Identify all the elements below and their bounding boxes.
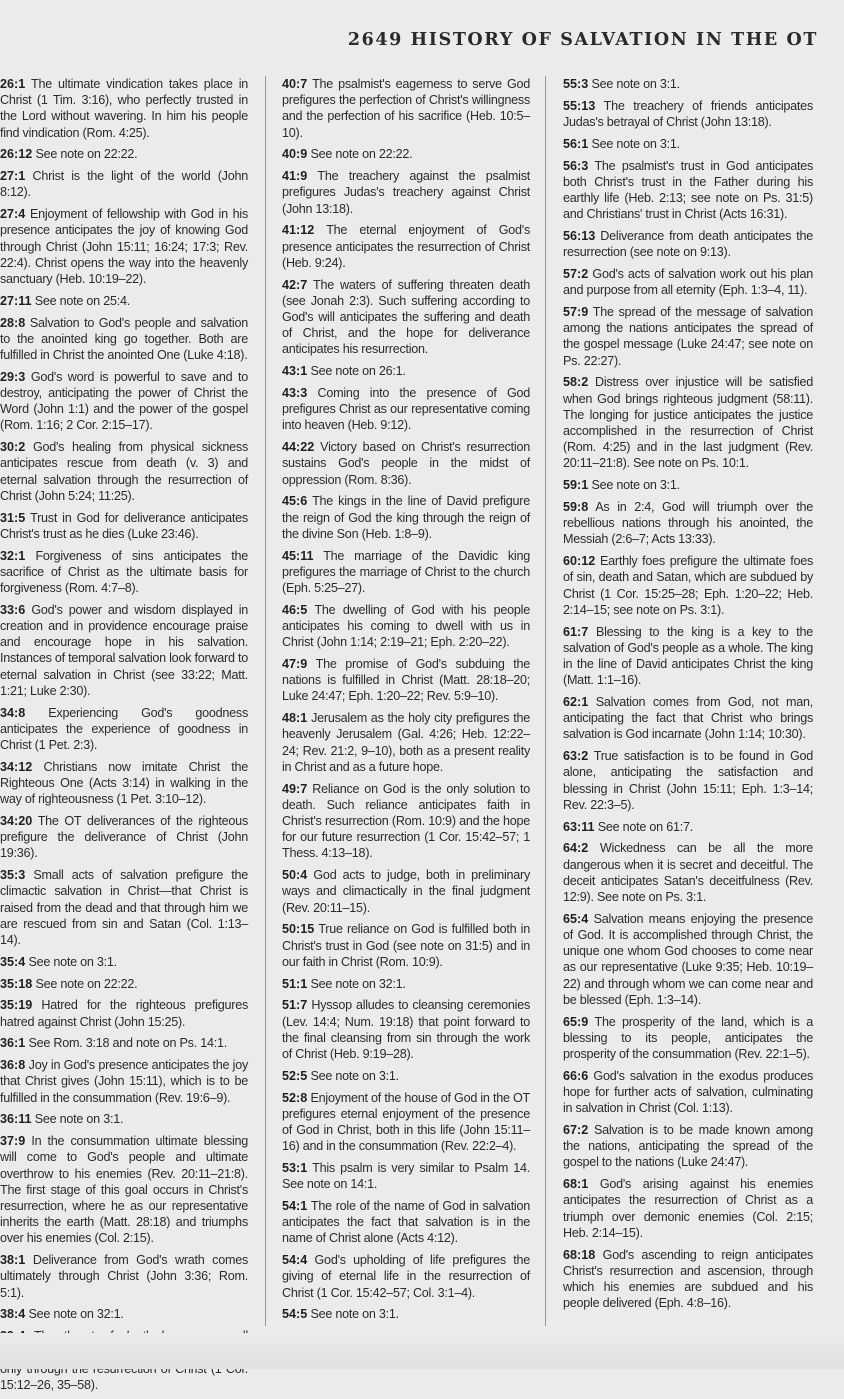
verse-reference: 47:9 — [282, 657, 308, 672]
note-text: The ultimate vindication takes place in Christ (1 Tim. 3:16), who perfectly trusted in the Lord without wavering. In him his people find vindication (Rom. 4:25). — [0, 77, 248, 140]
note-text: Christ is the light of the world (John 8:12). — [0, 169, 248, 200]
note-text: God's ascending to reign anticipates Christ's resurrection and ascension, through which his enemies are subdued and his people delivered (Eph. 4:8–16). — [563, 1247, 814, 1311]
running-header — [348, 30, 818, 50]
verse-reference: 29:3 — [0, 369, 26, 384]
verse-reference: 64:2 — [563, 841, 589, 856]
study-note — [282, 76, 530, 141]
study-note — [0, 206, 248, 287]
note-text: See note on 3:1. — [310, 1307, 399, 1322]
study-note — [0, 976, 248, 992]
verse-reference: 62:1 — [563, 695, 589, 710]
note-text: Hyssop alludes to cleansing ceremonies (Lev. 14:4; Num. 19:18) that point forward to the final cleansing from sin through the work of Christ (Heb. 9:19–28). — [282, 998, 531, 1062]
study-note — [282, 997, 530, 1062]
note-text: God's upholding of life prefigures the giving of eternal life in the resurrection of Christ (1 Cor. 15:42–57; Col. 3:1–4). — [282, 1253, 530, 1300]
study-note — [563, 1176, 813, 1241]
verse-reference: 57:9 — [563, 305, 589, 319]
study-note — [0, 315, 248, 364]
study-note — [282, 921, 530, 970]
verse-reference: 59:1 — [563, 478, 589, 493]
note-text: 15:12–26, 35–58). — [0, 1377, 98, 1392]
verse-reference: 56:13 — [563, 229, 596, 243]
study-note — [282, 1160, 530, 1192]
note-text: See note on 22:22. — [35, 147, 138, 162]
note-text: Salvation comes from God, not man, anticipating the fact that Christ who brings salvation is God incarnate (John 1:14; 10:30). — [563, 695, 814, 742]
note-text: See note on 22:22. — [35, 976, 138, 991]
study-note — [563, 477, 813, 493]
verse-reference: 58:2 — [563, 375, 589, 390]
column-divider — [545, 76, 546, 1326]
note-text: Distress over injustice will be satisfied when God brings righteous judgment (58:11). The longing for justice anticipates the justice accomplished in the resurrection of Christ (Rom. 4:25) and in the last judgment (Rev. 20:11–21:8). See note on Ps. 10:1. — [563, 375, 814, 471]
column-divider — [265, 76, 266, 1326]
note-text: Joy in God's presence anticipates the joy that Christ gives (John 15:11), which is to be fulfilled in the consummation (Rev. 19:6–9). — [0, 1058, 248, 1105]
note-text: See note on 3:1. — [34, 1112, 124, 1127]
note-text: See note on 25:4. — [34, 293, 130, 308]
note-text: Small acts of salvation prefigure the climactic salvation in Christ—that Christ is raised from the dead and that through him we are rescued from sin and Satan (Col. 1:13–14). — [0, 868, 248, 948]
note-text: The spread of the message of salvation among the nations anticipates the spread of the gospel message (Luke 24:47; see note on Ps. 22:27). — [563, 305, 813, 368]
note-text: The waters of suffering threaten death (see Jonah 2:3). Such suffering according to God's will anticipates the suffering and death of Christ, and the hope for deliverance anticipates his resurrection. — [282, 277, 531, 357]
study-note — [0, 997, 248, 1029]
verse-reference: 34:20 — [0, 814, 33, 829]
verse-reference: 59:8 — [563, 500, 589, 515]
note-text: Hatred for the righteous prefigures hatred against Christ (John 15:25). — [0, 998, 249, 1029]
verse-reference: 52:5 — [282, 1068, 308, 1083]
study-note — [563, 76, 813, 92]
study-note — [0, 548, 248, 597]
note-text: See note on 61:7. — [597, 819, 693, 834]
study-note — [282, 656, 530, 705]
verse-reference: 54:5 — [282, 1307, 308, 1322]
note-text: Enjoyment of fellowship with God in his presence anticipates the joy of knowing God through Christ (John 15:11; 16:24; 17:3; Rev. 22:4). Christ opens the way into the heavenly sanctuary (Heb. 10:19–22). — [0, 207, 249, 287]
verse-reference: 36:8 — [0, 1058, 26, 1073]
study-note — [563, 624, 813, 689]
note-text: The promise of God's subduing the nations is fulfilled in Christ (Matt. 28:18–20; Luke 24:47; Eph. 1:20–22; Rev. 5:9–10). — [282, 657, 530, 704]
study-note — [563, 304, 813, 369]
verse-reference: 45:11 — [282, 548, 314, 563]
note-text: The kings in the line of David prefigure the reign of God the king through the reign of the divine Son (Heb. 1:8–9). — [282, 494, 530, 541]
study-note — [282, 363, 530, 379]
verse-reference: 68:1 — [563, 1177, 589, 1192]
verse-reference: 27:4 — [0, 207, 26, 222]
note-text: True reliance on God is fulfilled both in Christ's trust in God (see note on 31:5) and in our faith in Christ (Rom. 10:9). — [282, 922, 530, 969]
verse-reference: 44:22 — [282, 440, 315, 455]
study-note — [0, 705, 248, 754]
note-text: The OT deliverances of the righteous prefigure the deliverance of Christ (John 19:36). — [0, 814, 248, 861]
note-text: See note on 22:22. — [310, 147, 413, 162]
verse-reference: 65:4 — [563, 911, 589, 926]
verse-reference: 57:2 — [563, 267, 589, 281]
study-note — [282, 1068, 530, 1084]
study-note — [282, 1306, 530, 1322]
study-note — [563, 694, 813, 743]
verse-reference: 51:1 — [282, 976, 308, 991]
verse-reference: 61:7 — [563, 624, 589, 639]
study-note — [563, 748, 813, 813]
study-note — [0, 1306, 248, 1322]
note-text: See note on 32:1. — [310, 976, 406, 991]
verse-reference: 54:1 — [282, 1199, 308, 1214]
verse-reference: 53:1 — [282, 1161, 308, 1176]
note-text: God's word is powerful to save and to destroy, anticipating the power of Christ the Word (John 1:1) and the power of the gospel (Rom. 1:16; 2 Cor. 2:15–17). — [0, 369, 248, 433]
verse-reference: 31:5 — [0, 510, 26, 525]
study-note — [0, 76, 248, 141]
study-note — [282, 168, 530, 217]
note-text: The psalmist's trust in God anticipates both Christ's trust in the Father during his earthly life (Heb. 2:13; see note on Ps. 31:5) and Christians' trust in Christ (Acts 16:31). — [563, 158, 814, 222]
note-text: The psalmist's eagerness to serve God prefigures the perfection of Christ's willingness and the perfection of his sacrifice (Heb. 10:5–10). — [282, 77, 530, 140]
study-note — [0, 867, 248, 948]
study-note — [0, 168, 248, 200]
note-text: The prosperity of the land, which is a blessing to its people, anticipates the prosperity of the consummation (Rev. 22:1–5). — [563, 1014, 813, 1062]
note-text: See note on 3:1. — [591, 478, 680, 493]
study-note — [282, 146, 530, 162]
study-note — [0, 439, 248, 504]
study-note — [282, 1252, 530, 1301]
verse-reference: 33:6 — [0, 602, 26, 617]
verse-reference: 41:12 — [282, 223, 315, 238]
note-text: Jerusalem as the holy city prefigures the heavenly Jerusalem (Gal. 4:26; Heb. 12:22–24; Rev. 21:2, 9–10), both as a present reality in Christ and as a future hope. — [282, 711, 530, 774]
study-note — [282, 867, 530, 916]
study-note — [282, 385, 530, 434]
study-note — [0, 510, 248, 542]
study-note — [563, 374, 813, 471]
verse-reference: 38:4 — [0, 1307, 26, 1322]
note-text: The marriage of the Davidic king prefigures the marriage of Christ to the church (Eph. 5:25–27). — [282, 548, 530, 596]
note-text: Forgiveness of sins anticipates the sacrifice of Christ as the ultimate basis for forgiveness (Rom. 4:7–8). — [0, 548, 248, 596]
verse-reference: 32:1 — [0, 548, 26, 563]
note-text: In the consummation ultimate blessing will come to God's people and ultimate overthrow to his enemies (Rev. 20:11–21:8). The first stage of this goal occurs in Christ's resurrection, where he as our representative inherits the earth (Matt. 28:18) and triumphs over his enemies (Col. 2:15). — [0, 1134, 248, 1246]
column-middle — [282, 76, 530, 1328]
study-note — [282, 1090, 530, 1155]
page-bottom-edge — [0, 1333, 844, 1369]
verse-reference: 43:3 — [282, 386, 308, 401]
study-note — [0, 602, 248, 699]
note-text: Victory based on Christ's resurrection sustains God's people in the midst of oppression (Rom. 8:36). — [282, 440, 530, 487]
note-text: The eternal enjoyment of God's presence anticipates the resurrection of Christ (Heb. 9:24). — [282, 223, 530, 270]
note-text: God's power and wisdom displayed in creation and in providence encourage praise and encourage hope in his salvation. Instances of temporal salvation look forward to eternal salvation in Christ (see 33:22; Matt. 1:21; Luke 2:30). — [0, 602, 249, 698]
note-text: True satisfaction is to be found in God alone, anticipating the satisfaction and blessing in Christ (John 15:11; Eph. 1:3–14; Rev. 22:3–5). — [563, 749, 813, 812]
note-text: Christians now imitate Christ the Righteous One (Acts 3:14) in walking in the way of righteousness (1 Pet. 3:10–12). — [0, 759, 249, 807]
note-text: Enjoyment of the house of God in the OT prefigures eternal enjoyment of the presence of God in Christ, both in this life (John 15:11–16) and in the consummation (Rev. 22:2–4). — [282, 1090, 531, 1154]
verse-reference: 67:2 — [563, 1123, 589, 1138]
note-text: The treachery of friends anticipates Judas's betrayal of Christ (John 13:18). — [563, 98, 813, 129]
verse-reference: 35:18 — [0, 976, 33, 991]
verse-reference: 34:8 — [0, 705, 26, 720]
verse-reference: 42:7 — [282, 277, 308, 292]
note-text: God's salvation in the exodus produces hope for further acts of salvation, culminating in salvation in Christ (Col. 1:13). — [563, 1068, 813, 1116]
column-left — [0, 76, 248, 1399]
note-text: See note on 3:1. — [310, 1068, 399, 1083]
verse-reference: 27:1 — [0, 169, 26, 184]
note-text: See note on 3:1. — [591, 77, 680, 91]
verse-reference: 27:11 — [0, 293, 32, 308]
study-note — [282, 710, 530, 775]
study-note — [563, 499, 813, 548]
verse-reference: 48:1 — [282, 711, 308, 726]
verse-reference: 36:1 — [0, 1036, 26, 1051]
note-text: See Rom. 3:18 and note on Ps. 14:1. — [28, 1036, 227, 1051]
study-note — [563, 1122, 813, 1171]
study-note — [0, 293, 248, 309]
page-number: 2649 — [347, 30, 403, 50]
study-note — [563, 266, 813, 298]
verse-reference: 54:4 — [282, 1253, 308, 1268]
note-text: God's arising against his enemies anticipates the resurrection of Christ as a triumph over demonic enemies (Col. 2:15; Heb. 2:14–15). — [563, 1177, 813, 1240]
verse-reference: 37:9 — [0, 1134, 26, 1149]
verse-reference: 38:1 — [0, 1253, 26, 1268]
verse-reference: 40:7 — [282, 77, 308, 91]
verse-reference: 46:5 — [282, 602, 308, 617]
note-text: God's acts of salvation work out his plan and purpose from all eternity (Eph. 1:3–4, 11). — [563, 267, 813, 298]
study-note — [0, 1133, 248, 1246]
study-note — [282, 781, 530, 862]
verse-reference: 26:1 — [0, 77, 26, 91]
study-note — [0, 813, 248, 862]
verse-reference: 63:2 — [563, 749, 589, 764]
verse-reference: 68:18 — [563, 1247, 596, 1262]
note-text: The dwelling of God with his people anticipates his coming to dwell with us in Christ (John 1:14; 2:19–21; Eph. 2:20–22). — [282, 602, 530, 650]
study-note — [282, 277, 530, 358]
note-text: Coming into the presence of God prefigures Christ as our representative coming into heaven (Heb. 9:12). — [282, 386, 530, 433]
verse-reference: 41:9 — [282, 169, 308, 184]
verse-reference: 49:7 — [282, 781, 308, 796]
note-text: Deliverance from death anticipates the resurrection (see note on 9:13). — [563, 229, 813, 260]
study-note — [563, 228, 813, 260]
note-text: The treachery against the psalmist prefigures Judas's treachery against Christ (John 13:18). — [282, 169, 530, 216]
study-note — [563, 840, 813, 905]
study-note — [563, 1247, 813, 1312]
study-note — [282, 493, 530, 542]
verse-reference: 55:13 — [563, 98, 596, 113]
verse-reference: 60:12 — [563, 554, 596, 569]
note-text: See note on 26:1. — [310, 364, 406, 379]
note-text: Reliance on God is the only solution to death. Such reliance anticipates faith in Christ's resurrection (Rom. 10:9) and the hope for our future resurrection (1 Cor. 15:42–57; 1 Thess. 4:13–18). — [282, 781, 530, 861]
verse-reference: 35:19 — [0, 998, 33, 1013]
note-text: This psalm is very similar to Psalm 14. See note on 14:1. — [282, 1161, 530, 1192]
verse-reference: 52:8 — [282, 1090, 308, 1105]
study-note — [0, 759, 248, 808]
verse-reference: 26:12 — [0, 147, 33, 162]
note-text: See note on 32:1. — [28, 1307, 124, 1322]
note-text: Blessing to the king is a key to the salvation of God's people as a whole. The king in the line of David anticipates Christ the king (Matt. 1:1–16). — [563, 624, 814, 688]
verse-reference: 65:9 — [563, 1014, 589, 1029]
note-text: Deliverance from God's wrath comes ultimately through Christ (John 3:36; Rom. 5:1). — [0, 1253, 248, 1300]
verse-reference: 56:1 — [563, 136, 589, 151]
note-text: God's healing from physical sickness anticipates rescue from death (v. 3) and eternal salvation through the resurrection of Christ (John 5:24; 11:25). — [0, 440, 249, 503]
study-note — [0, 1035, 248, 1051]
study-note — [563, 1068, 813, 1117]
verse-reference: 35:3 — [0, 868, 26, 883]
study-note — [282, 222, 530, 271]
study-note — [563, 136, 813, 152]
verse-reference: 50:15 — [282, 922, 315, 937]
study-note — [563, 1014, 813, 1063]
note-text: See note on 3:1. — [591, 136, 680, 151]
study-note — [0, 1057, 248, 1106]
note-text: The role of the name of God in salvation anticipates the fact that salvation is in the name of Christ alone (Acts 4:12). — [282, 1199, 530, 1246]
verse-reference: 40:9 — [282, 147, 308, 162]
study-note — [563, 158, 813, 223]
note-text: As in 2:4, God will triumph over the rebellious nations through his anointed, the Messiah (2:6–7; Acts 13:33). — [563, 500, 813, 547]
study-note — [282, 602, 530, 651]
study-note — [282, 548, 530, 597]
note-text: Experiencing God's goodness anticipates the experience of goodness in Christ (1 Pet. 2:3). — [0, 705, 248, 753]
study-note — [0, 1111, 248, 1127]
verse-reference: 34:12 — [0, 759, 33, 774]
study-note — [563, 553, 813, 618]
verse-reference: 66:6 — [563, 1068, 589, 1083]
note-text: Salvation to God's people and salvation to the anointed king go together. Both are fulfilled in Christ the anointed One (Luke 4:18). — [0, 315, 248, 363]
note-text: Wickedness can be all the more dangerous when it is secret and deceitful. The deceit anticipates Satan's deceitfulness (Rev. 12:9). See note on Ps. 3:1. — [563, 841, 813, 905]
verse-reference: 28:8 — [0, 315, 26, 330]
column-right — [563, 76, 813, 1317]
verse-reference: 43:1 — [282, 364, 308, 379]
study-note — [282, 976, 530, 992]
verse-reference: 30:2 — [0, 440, 26, 455]
verse-reference: 63:11 — [563, 819, 595, 834]
note-text: Salvation means enjoying the presence of God. It is accomplished through Christ, the unique one whom God chooses to come near as our representative (Luke 9:35; Heb. 10:19–22) and through whom we can come near and be blessed (Eph. 1:3–14). — [563, 911, 813, 1007]
verse-reference: 50:4 — [282, 868, 308, 883]
verse-reference: 35:4 — [0, 954, 26, 969]
verse-reference: 45:6 — [282, 494, 308, 509]
verse-reference: 55:3 — [563, 77, 589, 91]
note-text: Trust in God for deliverance anticipates Christ's trust as he dies (Luke 23:46). — [0, 510, 248, 541]
note-text: Earthly foes prefigure the ultimate foes of sin, death and Satan, which are subdued by Christ (1 Cor. 15:25–28; Eph. 1:20–22; Heb. 2:14–15; see note on Ps. 3:1). — [563, 554, 814, 617]
verse-reference: 51:7 — [282, 998, 308, 1013]
study-note — [0, 369, 248, 434]
study-note — [563, 911, 813, 1008]
verse-reference: 36:11 — [0, 1112, 32, 1127]
note-text: Salvation is to be made known among the nations, anticipating the spread of the gospel to the nations (Luke 24:47). — [563, 1123, 813, 1170]
study-note — [282, 439, 530, 488]
study-note — [563, 98, 813, 130]
study-note — [0, 1252, 248, 1301]
study-note — [563, 819, 813, 835]
page-title: HISTORY OF SALVATION IN THE OT — [410, 30, 818, 50]
note-text: God acts to judge, both in preliminary ways and climactically in the final judgment (Rev. 20:11–15). — [282, 868, 531, 915]
study-note — [0, 146, 248, 162]
verse-reference: 56:3 — [563, 158, 589, 173]
study-note — [0, 954, 248, 970]
note-text: See note on 3:1. — [28, 954, 117, 969]
study-note — [282, 1198, 530, 1247]
